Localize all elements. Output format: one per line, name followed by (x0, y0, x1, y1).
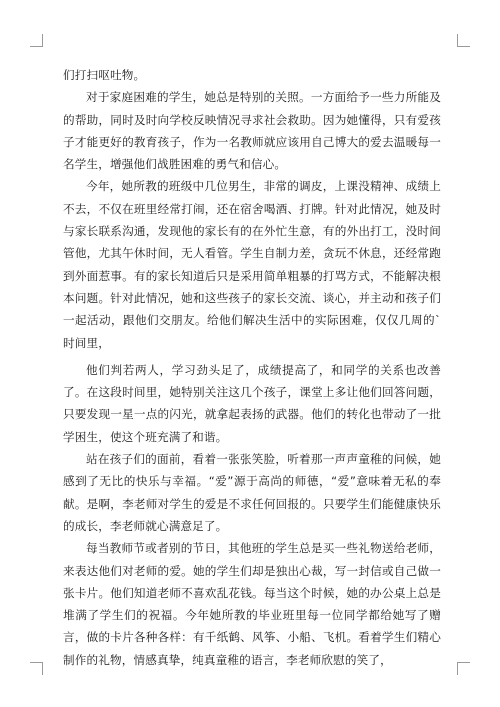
paragraph-happiness: 站在孩子们的面前，看着一张张笑脸，听着那一声声童稚的问候，她感到了无比的快乐与幸福。“爱”源于高尚的师德，“爱”意味着无私的奉献。是啊，李老师对学生的爱是不求任何回报的。只要学生们能健康快乐的成长，李老师就心满意足了。 (63, 452, 441, 533)
paragraph-family-difficulty: 对于家庭困难的学生，她总是特别的关照。一方面给予一些力所能及的帮助，同时及时向学校反映情况寻求社会救助。因为她懂得，只有爱孩子才能更好的教育孩子，作为一名教师就应该用自己博大的爱去温暖每一名学生，增强他们战胜困难的勇气和信心。 (63, 90, 441, 172)
crop-mark-bottom-right (457, 662, 470, 675)
crop-mark-bottom-left (30, 662, 43, 675)
crop-mark-top-right (457, 34, 470, 47)
crop-mark-top-left (30, 34, 43, 47)
paragraph-teachers-day: 每当教师节或者别的节日，其他班的学生总是买一些礼物送给老师，来表达他们对老师的爱。她的学生们却是独出心裁，写一封信或自己做一张卡片。他们知道老师不喜欢乱花钱。每当这个时候，她的办公桌上总是堆满了学生们的祝福。今年她所教的毕业班里每一位同学都给她写了赠言，做的卡片各种各样：有千纸鹤、风筝、小船、飞机。看着学生们精心制作的礼物，情感真挚，纯真童稚的语言，李老师欣慰的笑了， (63, 541, 441, 667)
document-body (63, 64, 441, 671)
paragraph-naughty-boys: 今年，她所教的班级中几位男生，非常的调皮，上课没精神、成绩上不去，不仅在班里经常打闹，还在宿舍喝酒、打牌。针对此情况，她及时与家长联系沟通，发现他的家长有的在外忙生意，有的外出打工，没时间管他，尤其午休时间，无人看管。学生自制力差，贪玩不休息，还经常跑到外面惹事。有的家长知道后只是采用简单粗暴的打骂方式，不能解决根本问题。针对此情况，她和这些孩子的家长交流、谈心，并主动和孩子们一起活动，跟他们交朋友。给他们解决生活中的实际困难，仅仅几周的`时间里， (63, 179, 441, 350)
paragraph-transformation: 他们判若两人，学习劲头足了，成绩提高了，和同学的关系也改善了。在这段时间里，她特别关注这几个孩子，课堂上多让他们回答问题，只要发现一星一点的闪光，就拿起表扬的武器。他们的转化也带动了一批学困生，使这个班充满了和谐。 (63, 362, 441, 444)
paragraph-continuation: 们打扫呕吐物。 (63, 68, 146, 82)
